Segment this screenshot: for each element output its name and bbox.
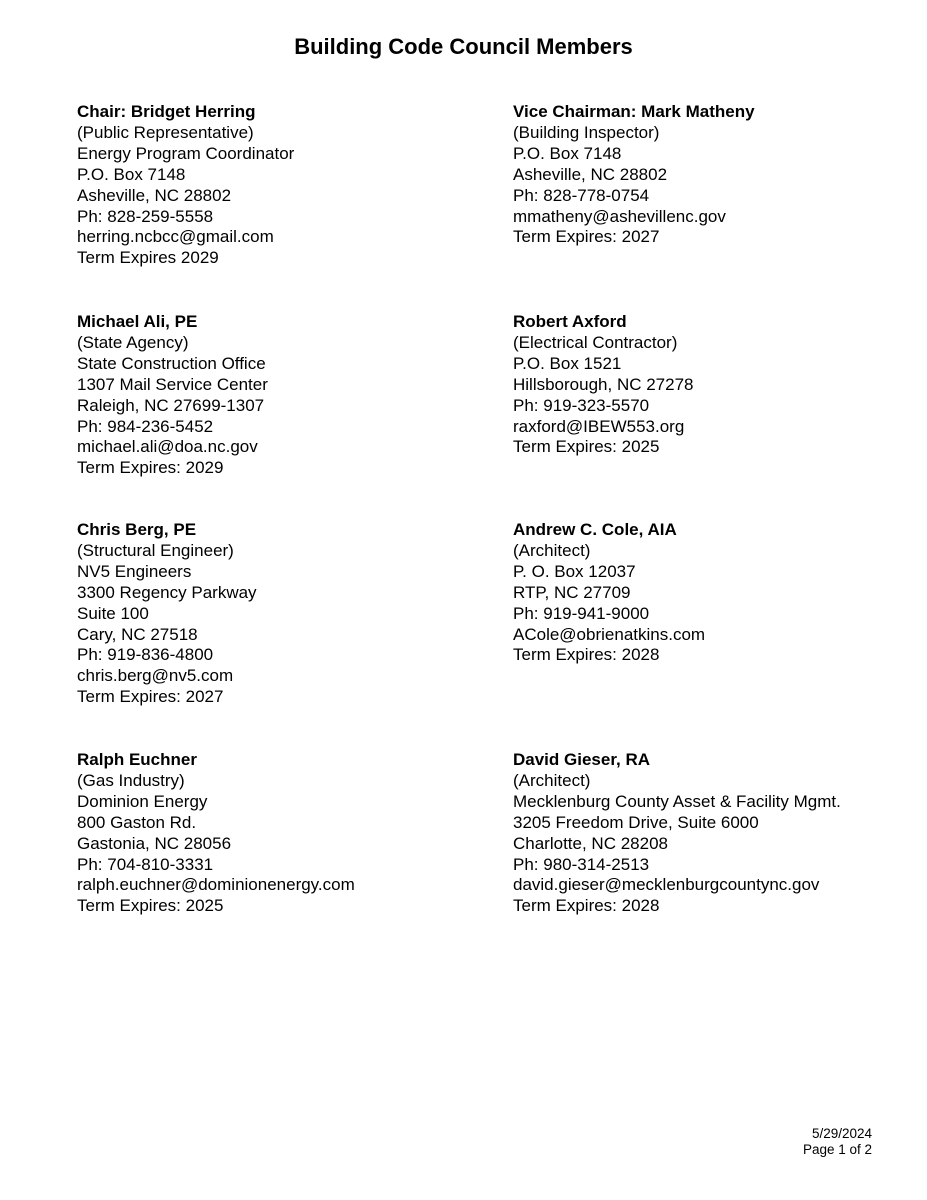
member-entry <box>77 312 268 479</box>
member-detail-line: Mecklenburg County Asset & Facility Mgmt. <box>513 791 841 811</box>
member-detail-line: (Gas Industry) <box>77 770 185 790</box>
member-email: chris.berg@nv5.com <box>77 666 234 686</box>
member-detail-line: 3205 Freedom Drive, Suite 6000 <box>513 812 759 832</box>
member-detail-line: Term Expires 2029 <box>77 248 219 268</box>
member-detail-line: Term Expires: 2028 <box>513 645 660 665</box>
member-detail-line: P.O. Box 7148 <box>513 143 622 163</box>
member-detail-line: (Electrical Contractor) <box>513 332 678 352</box>
member-detail-line: Raleigh, NC 27699-1307 <box>77 395 265 415</box>
member-name: Chair: Bridget Herring <box>77 102 256 121</box>
member-detail-line: 3300 Regency Parkway <box>77 582 257 602</box>
member-detail-line: 1307 Mail Service Center <box>77 374 268 394</box>
member-detail-line: NV5 Engineers <box>77 561 192 581</box>
member-detail-line: Term Expires: 2025 <box>77 896 224 916</box>
page-title: Building Code Council Members <box>294 34 633 59</box>
member-name: Andrew C. Cole, AIA <box>513 520 677 539</box>
member-email: david.gieser@mecklenburgcountync.gov <box>513 875 820 895</box>
member-entry <box>77 750 355 917</box>
member-detail-line: Hillsborough, NC 27278 <box>513 374 694 394</box>
member-entry <box>77 102 294 269</box>
member-name: David Gieser, RA <box>513 750 651 769</box>
member-name: Chris Berg, PE <box>77 520 197 539</box>
member-email: raxford@IBEW553.org <box>513 416 685 436</box>
member-detail-line: Charlotte, NC 28208 <box>513 833 668 853</box>
member-detail-line: Ph: 704-810-3331 <box>77 854 214 874</box>
member-detail-line: Term Expires: 2027 <box>513 227 660 247</box>
member-detail-line: (Architect) <box>513 540 591 560</box>
member-detail-line: Ph: 919-941-9000 <box>513 603 650 623</box>
member-name: Robert Axford <box>513 312 627 331</box>
member-detail-line: State Construction Office <box>77 353 266 373</box>
member-detail-line: Term Expires: 2028 <box>513 896 660 916</box>
member-name: Michael Ali, PE <box>77 312 198 331</box>
member-detail-line: (State Agency) <box>77 332 189 352</box>
member-email: michael.ali@doa.nc.gov <box>77 437 258 457</box>
member-detail-line: (Structural Engineer) <box>77 540 234 560</box>
member-detail-line: Ph: 828-259-5558 <box>77 206 214 226</box>
member-detail-line: Cary, NC 27518 <box>77 624 198 644</box>
member-detail-line: (Public Representative) <box>77 122 254 142</box>
member-detail-line: P. O. Box 12037 <box>513 561 636 581</box>
member-detail-line: (Building Inspector) <box>513 122 660 142</box>
member-detail-line: Ph: 919-836-4800 <box>77 645 214 665</box>
member-detail-line: Energy Program Coordinator <box>77 143 295 163</box>
footer-date: 5/29/2024 <box>811 1126 872 1141</box>
member-entry <box>513 102 755 248</box>
member-email: ACole@obrienatkins.com <box>513 624 706 644</box>
member-detail-line: P.O. Box 7148 <box>77 164 186 184</box>
member-name: Vice Chairman: Mark Matheny <box>513 102 755 121</box>
member-entry <box>513 750 841 917</box>
member-entry <box>513 520 705 666</box>
member-detail-line: Ph: 984-236-5452 <box>77 416 214 436</box>
member-detail-line: Term Expires: 2027 <box>77 687 224 707</box>
footer-page-number: Page 1 of 2 <box>802 1142 872 1157</box>
member-detail-line: Term Expires: 2025 <box>513 437 660 457</box>
member-detail-line: Ph: 980-314-2513 <box>513 854 650 874</box>
member-detail-line: 800 Gaston Rd. <box>77 812 197 832</box>
member-detail-line: Ph: 828-778-0754 <box>513 185 650 205</box>
member-entry <box>77 520 257 708</box>
member-detail-line: P.O. Box 1521 <box>513 353 622 373</box>
member-detail-line: Gastonia, NC 28056 <box>77 833 232 853</box>
member-detail-line: Suite 100 <box>77 603 149 623</box>
member-name: Ralph Euchner <box>77 750 197 769</box>
member-detail-line: Asheville, NC 28802 <box>513 164 668 184</box>
member-detail-line: RTP, NC 27709 <box>513 582 631 602</box>
member-email: herring.ncbcc@gmail.com <box>77 227 274 247</box>
member-email: ralph.euchner@dominionenergy.com <box>77 875 355 895</box>
member-email: mmatheny@ashevillenc.gov <box>513 206 726 226</box>
member-detail-line: Ph: 919-323-5570 <box>513 395 650 415</box>
member-entry <box>513 312 694 458</box>
member-detail-line: Dominion Energy <box>77 791 208 811</box>
member-detail-line: Term Expires: 2029 <box>77 458 224 478</box>
page-footer <box>803 1126 872 1158</box>
member-detail-line: Asheville, NC 28802 <box>77 185 232 205</box>
member-detail-line: (Architect) <box>513 770 591 790</box>
